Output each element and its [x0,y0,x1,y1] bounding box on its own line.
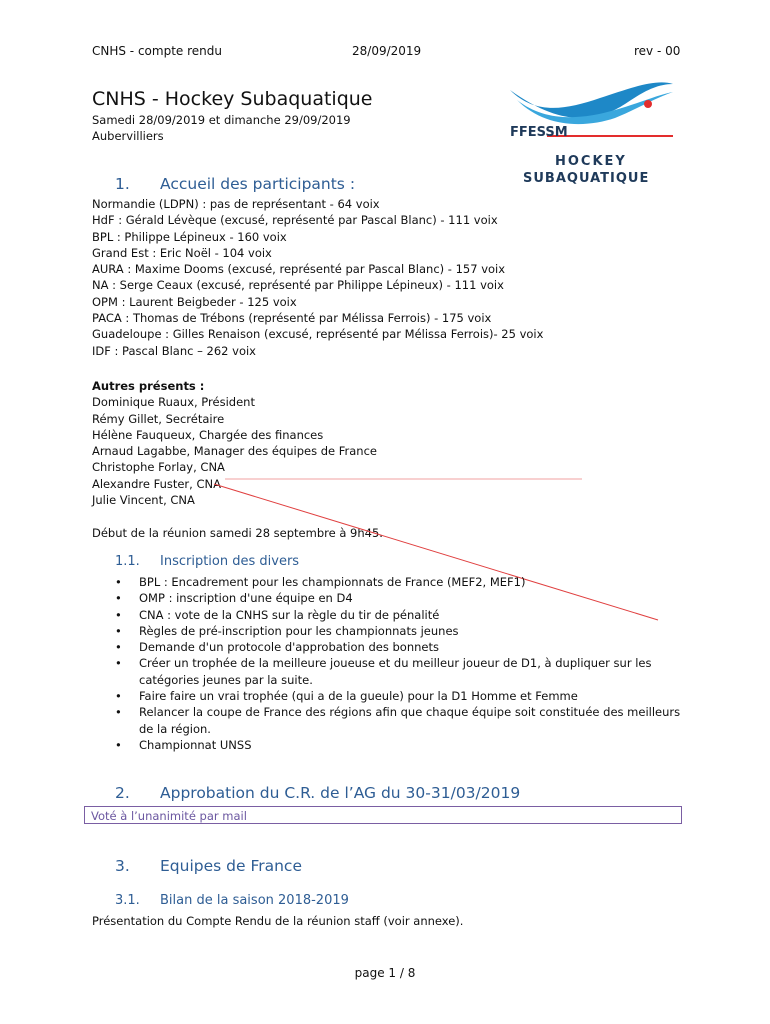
section-3-heading [115,857,302,875]
bullet-icon: • [115,656,122,671]
bullet-icon: • [115,705,122,720]
participant-line: BPL : Philippe Lépineux - 160 voix [92,229,287,244]
logo-line2: SUBAQUATIQUE [523,171,650,186]
header-left: CNHS - compte rendu [92,44,222,58]
list-item: • Championnat UNSS [115,737,252,752]
list-item: • OMP : inscription d'une équipe en D4 [115,591,353,606]
bullet-icon: • [115,689,122,704]
section-1-1-title: Inscription des divers [160,554,300,569]
list-item: • CNA : vote de la CNHS sur la règle du tir de pénalité [115,607,440,622]
list-item: • Faire faire un vrai trophée (qui a de la gueule) pour la D1 Homme et Femme [115,689,578,704]
participant-line: Grand Est : Eric Noël - 104 voix [92,245,272,260]
participant-line: HdF : Gérald Lévèque (excusé, représenté par Pascal Blanc) - 111 voix [92,213,498,228]
section-1-1-heading [115,554,299,569]
meeting-dates: Samedi 28/09/2019 et dimanche 29/09/2019 [92,113,351,127]
participant-line: PACA : Thomas de Trébons (représenté par Mélissa Ferrois) - 175 voix [92,311,492,326]
header-date: 28/09/2019 [352,44,422,58]
bullet-icon: • [115,575,122,589]
section-3-number: 3. [115,857,130,875]
approval-note: Voté à l’unanimité par mail [84,806,682,824]
page-title: CNHS - Hockey Subaquatique [92,88,373,110]
participant-line: IDF : Pascal Blanc – 262 voix [92,343,256,358]
section-1-1-number: 1.1. [115,554,140,569]
section-1-number: 1. [115,175,130,193]
logo-line1: HOCKEY [555,154,627,169]
divers-list [115,574,685,753]
section-2-heading [115,784,520,802]
list-item: • Créer un trophée de la meilleure joueuse et du meilleur joueur de D1, à dupliquer sur les catégories jeunes par la suite. [115,656,652,687]
attendee-line: Rémy Gillet, Secrétaire [92,411,225,426]
participant-line: Guadeloupe : Gilles Renaison (excusé, représenté par Mélissa Ferrois)- 25 voix [92,327,544,342]
section-2-number: 2. [115,784,130,802]
bullet-icon: • [115,607,122,622]
header-revision: rev - 00 [634,44,681,58]
list-item: • BPL : Encadrement pour les championnats de France (MEF2, MEF1) [115,575,526,589]
participant-line: Normandie (LDPN) : pas de représentant - 64 voix [92,197,380,211]
section-2-title: Approbation du C.R. de l’AG du 30-31/03/2019 [160,784,521,802]
section-3-1-number: 3.1. [115,893,140,908]
attendee-line: Alexandre Fuster, CNA [92,476,221,491]
bullet-icon: • [115,737,122,752]
section-3-title: Equipes de France [160,857,302,875]
attendee-line: Christophe Forlay, CNA [92,460,225,475]
attendee-line: Hélène Fauqueux, Chargée des finances [92,427,324,442]
section-3-1-text: Présentation du Compte Rendu de la réunion staff (voir annexe). [92,914,464,928]
attendee-line: Julie Vincent, CNA [92,493,195,508]
participant-line: OPM : Laurent Beigbeder - 125 voix [92,294,297,309]
section-3-1-title: Bilan de la saison 2018-2019 [160,893,349,908]
logo-brand: FFESSM [510,125,568,140]
attendee-line: Arnaud Lagabbe, Manager des équipes de France [92,444,377,459]
others-label: Autres présents : [92,379,205,393]
participant-line: AURA : Maxime Dooms (excusé, représenté par Pascal Blanc) - 157 voix [92,262,506,277]
bullet-icon: • [115,591,122,606]
section-1-title: Accueil des participants : [160,175,356,193]
list-item: • Règles de pré-inscription pour les championnats jeunes [115,623,459,638]
meeting-start: Début de la réunion samedi 28 septembre à 9h45. [92,526,383,540]
list-item: • Demande d'un protocole d'approbation des bonnets [115,640,439,655]
list-item: • Relancer la coupe de France des régions afin que chaque équipe soit constituée des meilleurs de la région. [115,705,681,736]
participant-line: NA : Serge Ceaux (excusé, représenté par Philippe Lépineux) - 111 voix [92,278,504,293]
meeting-location: Aubervilliers [92,129,164,143]
page-number: page 1 / 8 [354,966,416,980]
section-3-1-heading [115,893,349,908]
attendee-line: Dominique Ruaux, Président [92,395,255,410]
bullet-icon: • [115,640,122,655]
bullet-icon: • [115,623,122,638]
